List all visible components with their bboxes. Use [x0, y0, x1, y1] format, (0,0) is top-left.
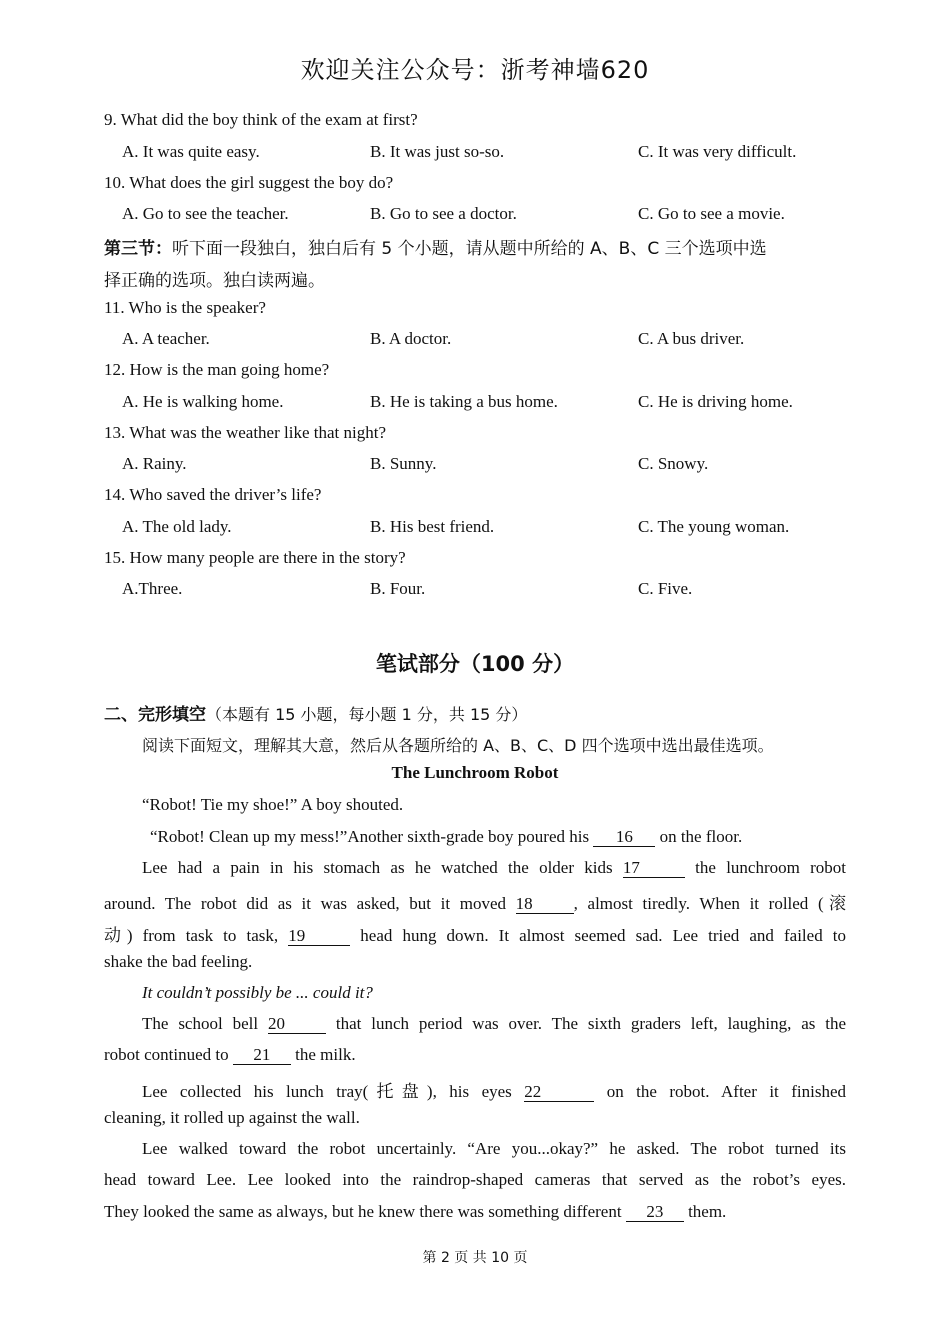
passage-text: The school bell: [142, 1014, 259, 1033]
passage-line: [142, 1077, 846, 1102]
question-14: 14. Who saved the driver’s life?: [104, 485, 322, 504]
blank-16: 16: [593, 828, 655, 847]
options-14: [122, 517, 842, 539]
passage-line: shake the bad feeling.: [104, 952, 253, 971]
page-header: 欢迎关注公众号：浙考神墙620: [300, 56, 650, 84]
blank-22: 22: [524, 1083, 594, 1102]
passage-text: Lee had a pain in his stomach as he watched the older kids: [142, 858, 613, 877]
page-footer: 第 2 页 共 10 页: [422, 1250, 528, 1266]
option-a: A. Go to see the teacher.: [122, 204, 289, 223]
blank-19: 19: [288, 927, 350, 946]
passage-text: “Robot! Clean up my mess!”Another sixth-grade boy poured his: [150, 827, 590, 846]
option-c: C. He is driving home.: [638, 392, 793, 411]
option-c: C. A bus driver.: [638, 329, 745, 348]
options-11: [122, 329, 842, 351]
blank-21: 21: [233, 1046, 291, 1065]
passage-line: [104, 889, 846, 914]
passage-line: [150, 827, 854, 847]
question-12: 12. How is the man going home?: [104, 360, 330, 379]
option-b: B. His best friend.: [370, 517, 495, 536]
passage-title: The Lunchroom Robot: [391, 763, 559, 782]
option-b: B. He is taking a bus home.: [370, 392, 558, 411]
options-15: [122, 579, 842, 601]
cloze-note: （本题有 15 小题，每小题 1 分，共 15 分）: [206, 705, 528, 724]
section3-text-1: 听下面一段独白，独白后有 5 个小题，请从题中所给的 A、B、C 三个选项中选: [172, 239, 767, 259]
passage-text: Lee collected his lunch tray(托盘), his eyes: [142, 1082, 512, 1101]
options-10: [122, 204, 842, 226]
options-12: [122, 392, 842, 414]
blank-23: 23: [626, 1203, 684, 1222]
option-b: B. Four.: [370, 579, 426, 598]
passage-text: 动) from task to task,: [104, 926, 279, 945]
passage-line: [104, 921, 846, 946]
option-a: A. The old lady.: [122, 517, 232, 536]
question-13: 13. What was the weather like that night?: [104, 423, 386, 442]
option-c: C. Go to see a movie.: [638, 204, 785, 223]
option-c: C. The young woman.: [638, 517, 790, 536]
option-a: A. It was quite easy.: [122, 142, 260, 161]
passage-line: It couldn’t possibly be ... could it?: [142, 983, 373, 1002]
passage-text: them.: [688, 1202, 727, 1221]
question-10: 10. What does the girl suggest the boy do?: [104, 173, 394, 192]
section3-label: 第三节：: [104, 239, 172, 259]
passage-text: on the floor.: [659, 827, 743, 846]
option-a: A. Rainy.: [122, 454, 187, 473]
question-15: 15. How many people are there in the story?: [104, 548, 406, 567]
options-13: [122, 454, 842, 476]
passage-text: , almost tiredly. When it rolled (滚: [573, 894, 846, 913]
passage-text: They looked the same as always, but he knew there was something different: [104, 1202, 622, 1221]
option-c: C. It was very difficult.: [638, 142, 797, 161]
option-b: B. Sunny.: [370, 454, 437, 473]
option-a: A. He is walking home.: [122, 392, 284, 411]
passage-text: around. The robot did as it was asked, but it moved: [104, 894, 506, 913]
cloze-instructions: 阅读下面短文，理解其大意，然后从各题所给的 A、B、C、D 四个选项中选出最佳选项。: [142, 736, 774, 755]
options-9: [122, 142, 842, 164]
passage-text: the milk.: [295, 1045, 356, 1064]
passage-line: head toward Lee. Lee looked into the raindrop-shaped cameras that served as the robot’s eyes.: [104, 1170, 846, 1189]
passage-line: “Robot! Tie my shoe!” A boy shouted.: [142, 795, 404, 814]
option-a: A. A teacher.: [122, 329, 210, 348]
blank-20: 20: [268, 1015, 326, 1034]
section3-instructions: [104, 234, 767, 259]
blank-17: 17: [623, 859, 685, 878]
option-b: B. Go to see a doctor.: [370, 204, 517, 223]
section3-text-2: 择正确的选项。独白读两遍。: [104, 271, 325, 291]
passage-line: cleaning, it rolled up against the wall.: [104, 1108, 360, 1127]
passage-line: [142, 858, 846, 878]
question-9: 9. What did the boy think of the exam at first?: [104, 110, 418, 129]
cloze-label: 二、完形填空: [104, 705, 206, 725]
passage-text: that lunch period was over. The sixth graders left, laughing, as the: [335, 1014, 847, 1033]
passage-line: Lee walked toward the robot uncertainly. “Are you...okay?” he asked. The robot turned its: [142, 1139, 846, 1158]
question-11: 11. Who is the speaker?: [104, 298, 266, 317]
passage-text: on the robot. After it finished: [606, 1082, 847, 1101]
blank-18: 18: [516, 895, 574, 914]
passage-text: the lunchroom robot: [695, 858, 846, 877]
option-c: C. Snowy.: [638, 454, 709, 473]
option-a: A.Three.: [122, 579, 183, 598]
passage-text: robot continued to: [104, 1045, 229, 1064]
option-b: B. A doctor.: [370, 329, 452, 348]
passage-text: head hung down. It almost seemed sad. Lee tried and failed to: [360, 926, 847, 945]
passage-line: [142, 1014, 846, 1034]
passage-line: [104, 1045, 846, 1065]
option-c: C. Five.: [638, 579, 693, 598]
option-b: B. It was just so-so.: [370, 142, 505, 161]
written-section-title: 笔试部分（100 分）: [375, 652, 575, 676]
cloze-heading: [104, 700, 527, 725]
passage-line: [104, 1202, 846, 1222]
